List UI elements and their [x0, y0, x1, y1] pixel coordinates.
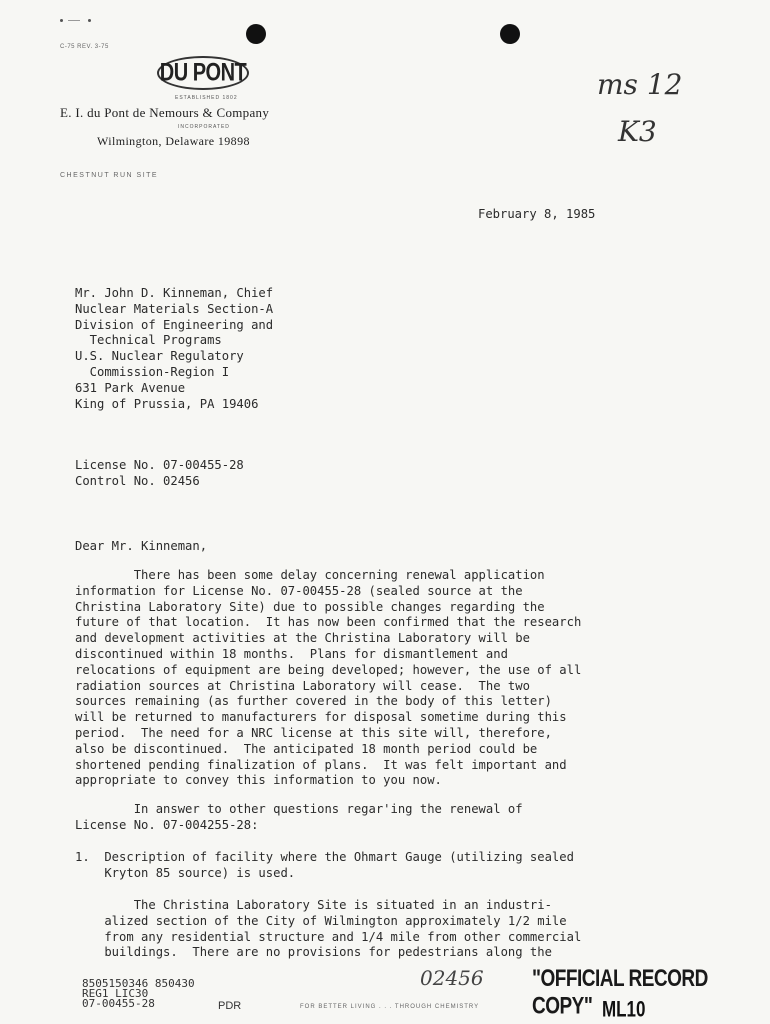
body-line: appropriate to convey this information to you now.	[75, 773, 442, 788]
body-line: also be discontinued. The anticipated 18 month period could be	[75, 741, 538, 756]
corner-marks	[60, 18, 100, 22]
form-code: C-75 REV. 3-75	[60, 44, 109, 50]
microfilm-code	[82, 979, 195, 1009]
handwritten-note-line1: ms 12	[597, 68, 683, 101]
footer-slogan: FOR BETTER LIVING . . . THROUGH CHEMISTRY	[300, 1004, 480, 1010]
microfilm-line: 8505150346 850430	[82, 977, 195, 990]
body-line: sources remaining (as further covered in the body of this letter)	[75, 694, 552, 709]
handwritten-control-number: 02456	[420, 966, 484, 990]
handwritten-note-line2: K3	[618, 115, 657, 148]
addressee-line: King of Prussia, PA 19406	[75, 396, 259, 411]
pdr-label: PDR	[218, 1000, 242, 1012]
body-line: The Christina Laboratory Site is situated in an industri-	[75, 898, 552, 912]
body-line: information for License No. 07-00455-28 (sealed source at the	[75, 583, 523, 598]
established-text: ESTABLISHED 1802	[175, 95, 238, 101]
punch-hole-left	[246, 24, 266, 44]
list-item-1	[75, 850, 574, 882]
letter-date: February 8, 1985	[478, 207, 596, 221]
list-item-heading: 1. Description of facility where the Ohmart Gauge (utilizing sealed	[75, 850, 574, 864]
body-line: from any residential structure and 1/4 mile from other commercial	[75, 929, 582, 944]
body-line: period. The need for a NRC license at this site will, therefore,	[75, 725, 552, 740]
body-line: future of that location. It has now been confirmed that the research	[75, 615, 582, 630]
incorporated-text: INCORPORATED	[178, 124, 230, 130]
control-number: Control No. 02456	[75, 473, 200, 488]
addressee-line: Mr. John D. Kinneman, Chief	[75, 286, 274, 300]
addressee-block	[75, 286, 273, 412]
logo-text: DU PONT	[159, 58, 247, 87]
dupont-logo	[157, 56, 249, 90]
addressee-line: Technical Programs	[75, 333, 222, 348]
body-line: There has been some delay concerning renewal application	[75, 568, 545, 582]
body-line: shortened pending finalization of plans. It was felt important and	[75, 757, 567, 772]
list-item-1-body	[75, 898, 581, 961]
salutation: Dear Mr. Kinneman,	[75, 539, 208, 553]
addressee-line: 631 Park Avenue	[75, 380, 186, 395]
body-line: radiation sources at Christina Laboratory will cease. The two	[75, 678, 530, 693]
body-line: buildings. There are no provisions for pedestrians along the	[75, 945, 552, 960]
license-number: License No. 07-00455-28	[75, 458, 244, 472]
body-line: alized section of the City of Wilmington approximately 1/2 mile	[75, 913, 567, 928]
body-line: relocations of equipment are being developed; however, the use of all	[75, 662, 582, 677]
body-line: Christina Laboratory Site) due to possible changes regarding the	[75, 599, 545, 614]
microfilm-line: REG1 LIC30	[82, 987, 149, 1000]
addressee-line: U.S. Nuclear Regulatory	[75, 349, 244, 364]
company-address: Wilmington, Delaware 19898	[97, 134, 250, 148]
body-paragraph-2	[75, 802, 523, 834]
site-name: CHESTNUT RUN SITE	[60, 172, 159, 179]
addressee-line: Nuclear Materials Section-A	[75, 301, 274, 316]
body-line: discontinued within 18 months. Plans for dismantlement and	[75, 646, 508, 661]
body-line: In answer to other questions regar'ing the renewal of	[75, 802, 523, 816]
addressee-line: Division of Engineering and	[75, 317, 274, 332]
microfilm-line: 07-00455-28	[82, 997, 155, 1010]
punch-hole-right	[500, 24, 520, 44]
list-item-heading: Kryton 85 source) is used.	[75, 865, 296, 880]
body-line: License No. 07-004255-28:	[75, 817, 259, 832]
reference-block	[75, 458, 244, 490]
company-name: E. I. du Pont de Nemours & Company	[60, 105, 270, 120]
addressee-line: Commission-Region I	[75, 364, 230, 379]
body-line: and development activities at the Christina Laboratory will be	[75, 631, 530, 646]
body-paragraph-1	[75, 568, 581, 789]
record-mark: ML10	[602, 997, 646, 1022]
body-line: will be returned to manufacturers for disposal sometime during this	[75, 710, 567, 725]
official-record-copy-stamp: "OFFICIAL RECORD COPY"	[532, 966, 708, 1020]
